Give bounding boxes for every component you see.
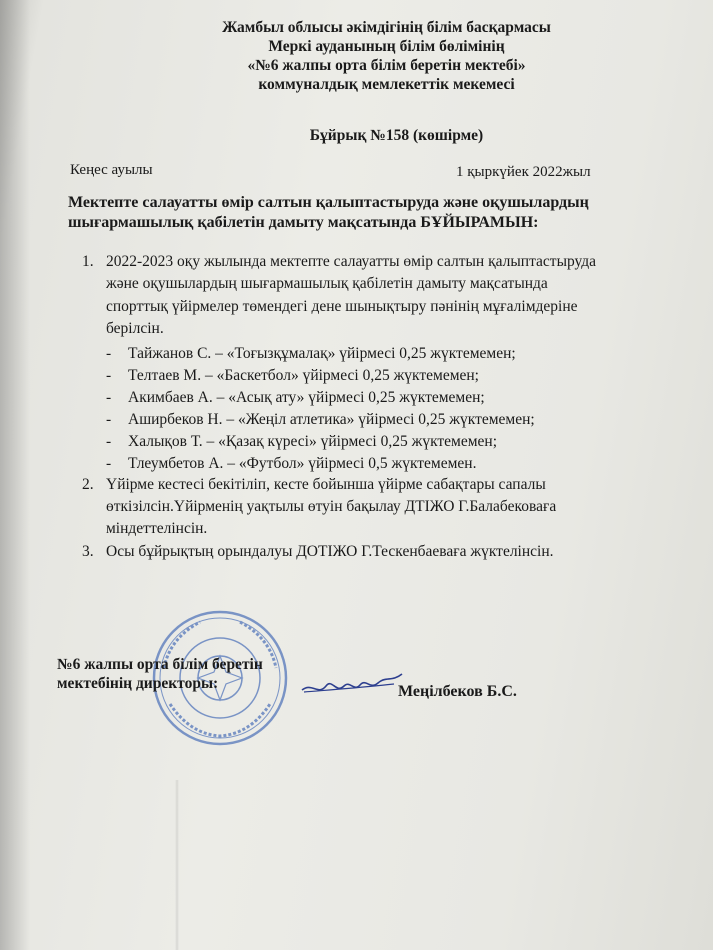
sub-item: Телтаев М. – «Баскетбол» үйірмесі 0,25 жүктемемен; (128, 367, 479, 384)
item-number: 3. (82, 543, 94, 560)
paper-crease (175, 780, 179, 950)
director-name: Меңілбеков Б.С. (398, 683, 517, 700)
header-line-1: Жамбыл облысы әкімдігінің білім басқармасы (222, 19, 551, 36)
list-bullet: - (106, 433, 112, 450)
director-title (57, 655, 263, 693)
sub-item: Тлеумбетов А. – «Футбол» үйірмесі 0,5 жүктемемен. (128, 455, 477, 472)
header-line-2: Меркі ауданының білім бөлімінің (268, 38, 505, 55)
sub-item: Тайжанов С. – «Тоғызқұмалақ» үйірмесі 0,25 жүктемемен; (128, 345, 516, 362)
list-bullet: - (106, 367, 112, 384)
list-bullet: - (106, 411, 112, 428)
header-line-4: коммуналдық мемлекеттік мекемесі (258, 76, 515, 93)
sub-item: Акимбаев А. – «Асық ату» үйірмесі 0,25 жүктемемен; (128, 389, 485, 406)
handwritten-signature-icon (298, 668, 408, 708)
director-title-line-2: мектебінің директоры: (57, 675, 219, 692)
item-text-line: Үйірме кестесі бекітіліп, кесте бойынша үйірме сабақтары сапалы (106, 476, 546, 493)
header-line-3: «№6 жалпы орта білім беретін мектебі» (247, 57, 526, 74)
organization-header (0, 18, 713, 94)
item-text-line: өткізілсін.Үйірменің уақтылы өтуін бақылау ДТІЖО Г.Балабековаға (106, 498, 557, 515)
sub-item: Халықов Т. – «Қазақ күресі» үйірмесі 0,25 жүктемемен; (128, 433, 498, 450)
list-bullet: - (106, 389, 112, 406)
item-text-line: 2022-2023 оқу жылында мектепте салауатты өмір салтын қалыптастыруда (106, 253, 597, 270)
order-item-2 (0, 475, 713, 545)
item-text-line: берілсін. (106, 320, 164, 337)
list-bullet: - (106, 455, 112, 472)
purpose-line-2: шығармашылық қабілетін дамыту мақсатында БҰЙЫРАМЫН: (68, 214, 539, 231)
item-text-line: міндеттелінсін. (106, 520, 208, 537)
item-number: 2. (82, 476, 94, 493)
purpose-line-1: Мектепте салауатты өмір салтын қалыптастыруда және оқушылардың (68, 194, 589, 211)
item-text-line: және оқушылардың шығармашылық қабілетін дамыту мақсатында (106, 275, 548, 292)
director-title-line-1: №6 жалпы орта білім беретін (57, 656, 263, 673)
item-text-line: спорттық үйірмелер төмендегі дене шынықтыру пәнінің мұғалімдеріне (106, 298, 578, 315)
order-purpose (68, 193, 678, 233)
order-title: Бұйрық №158 (көшірме) (309, 127, 484, 144)
item-number: 1. (82, 253, 94, 270)
order-place: Кеңес ауылы (70, 162, 153, 178)
item-text-line: Осы бұйрықтың орындалуы ДОТІЖО Г.Тескенбаеваға жүктелінсін. (106, 543, 554, 560)
order-item-3 (0, 542, 713, 566)
order-item-1 (0, 249, 713, 479)
sub-item: Аширбеков Н. – «Жеңіл атлетика» үйірмесі 0,25 жүктемемен; (128, 411, 535, 428)
order-date: 1 қыркүйек 2022жыл (456, 164, 591, 180)
list-bullet: - (106, 345, 112, 362)
